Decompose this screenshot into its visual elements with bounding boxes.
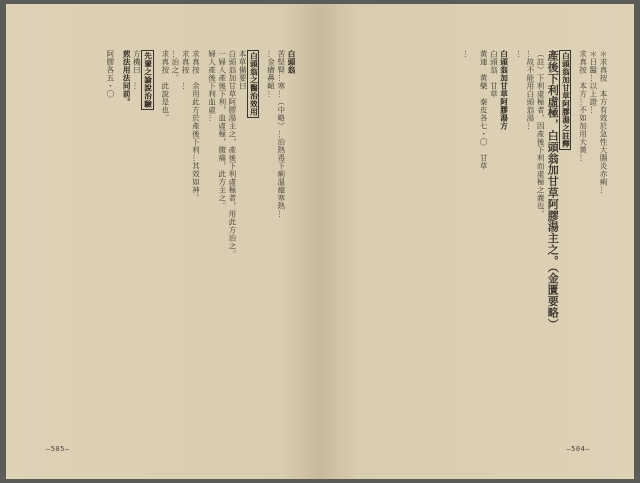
text-line: 苦堅腎…寒…（中略）…治熱毒下痢溫瘧寒熱…: [276, 50, 286, 218]
section-heading: 白頭翁: [287, 50, 296, 74]
text-column: [121, 50, 131, 433]
column-spacer: [154, 50, 160, 433]
column-spacer: [115, 50, 121, 433]
text-column: [247, 50, 259, 433]
text-column: [577, 50, 587, 433]
text-line: 白頭翁加甘草阿膠湯主之，產後下利虛極者，用此方治之。: [227, 50, 237, 258]
text-column: [498, 50, 508, 433]
text-column: [525, 50, 535, 433]
column-spacer: [509, 50, 515, 433]
text-line: 求真按 余用此方於產後下利…其效如神。: [191, 50, 201, 202]
text-column: [160, 50, 170, 433]
text-column: [488, 50, 498, 433]
text-column: [515, 50, 525, 433]
text-line: …治之。: [170, 50, 180, 82]
text-column: [462, 50, 472, 433]
text-line: …金瘡鼻衄…: [266, 50, 276, 98]
text-line: 求真按 …: [181, 50, 191, 90]
text-line: ＊求真按 本方有效於急性大腸炎赤痢…: [599, 50, 608, 194]
text-column: [598, 50, 608, 433]
text-line: 求真按 此說是也。: [160, 50, 170, 122]
text-column: [227, 50, 237, 433]
text-column: [265, 50, 275, 433]
text-column: [545, 50, 559, 433]
text-column: [276, 50, 286, 433]
boxed-heading: 先輩之論說治驗: [141, 50, 153, 110]
text-line: （註）下利虛極者，因產後下利而虛極之義也。: [536, 50, 546, 218]
text-column: [141, 50, 153, 433]
text-line: 黃連 黃檗 秦皮各七・〇 甘草: [479, 50, 489, 170]
text-line: 求真按 本方…不如加用大黃…: [578, 50, 588, 162]
page-number-right: ―504―: [566, 445, 590, 453]
book-spread: [6, 4, 634, 479]
boxed-heading: 白頭翁之醫治效用: [247, 50, 259, 118]
text-column: [535, 50, 545, 433]
text-column: [286, 50, 296, 433]
text-column: [206, 50, 216, 433]
text-line: 方機曰 …: [132, 50, 142, 90]
text-line: …故不能用白頭翁湯…: [525, 50, 535, 130]
text-line: ＊日醫…以上證…: [588, 50, 598, 114]
right-page: [320, 4, 634, 479]
text-line: …: [462, 50, 472, 58]
text-line: 本草備要曰: [238, 50, 248, 90]
text-line: …: [515, 50, 525, 58]
text-column: [217, 50, 227, 433]
text-column: [478, 50, 488, 433]
text-column: [190, 50, 200, 433]
right-page-text: [340, 50, 608, 433]
section-heading: 白頭翁加甘草阿膠湯方: [499, 50, 509, 130]
boxed-heading: 白頭翁加甘草阿膠湯之註釋: [559, 50, 571, 150]
text-line: 阿膠各五・〇: [105, 50, 115, 98]
left-page-text: [32, 50, 296, 433]
text-line: 婦人產後下利血虛…: [207, 50, 217, 122]
section-heading: 煎法用法同前。: [122, 50, 132, 106]
text-column: [237, 50, 247, 433]
column-spacer: [259, 50, 265, 433]
text-line: 白頭翁 甘草: [489, 50, 499, 98]
text-line: 一婦人產後下利，血虛極，腹痛，此方主之。: [217, 50, 227, 210]
text-column: [559, 50, 571, 433]
text-column: [170, 50, 180, 433]
page-number-left: ―505―: [46, 445, 70, 453]
text-column: [105, 50, 115, 433]
text-column: [131, 50, 141, 433]
text-column: [180, 50, 190, 433]
main-clause: 產後下利虛極，白頭翁加甘草阿膠湯主之。（金匱要略）: [546, 50, 560, 330]
left-page: [6, 4, 320, 479]
text-column: [588, 50, 598, 433]
